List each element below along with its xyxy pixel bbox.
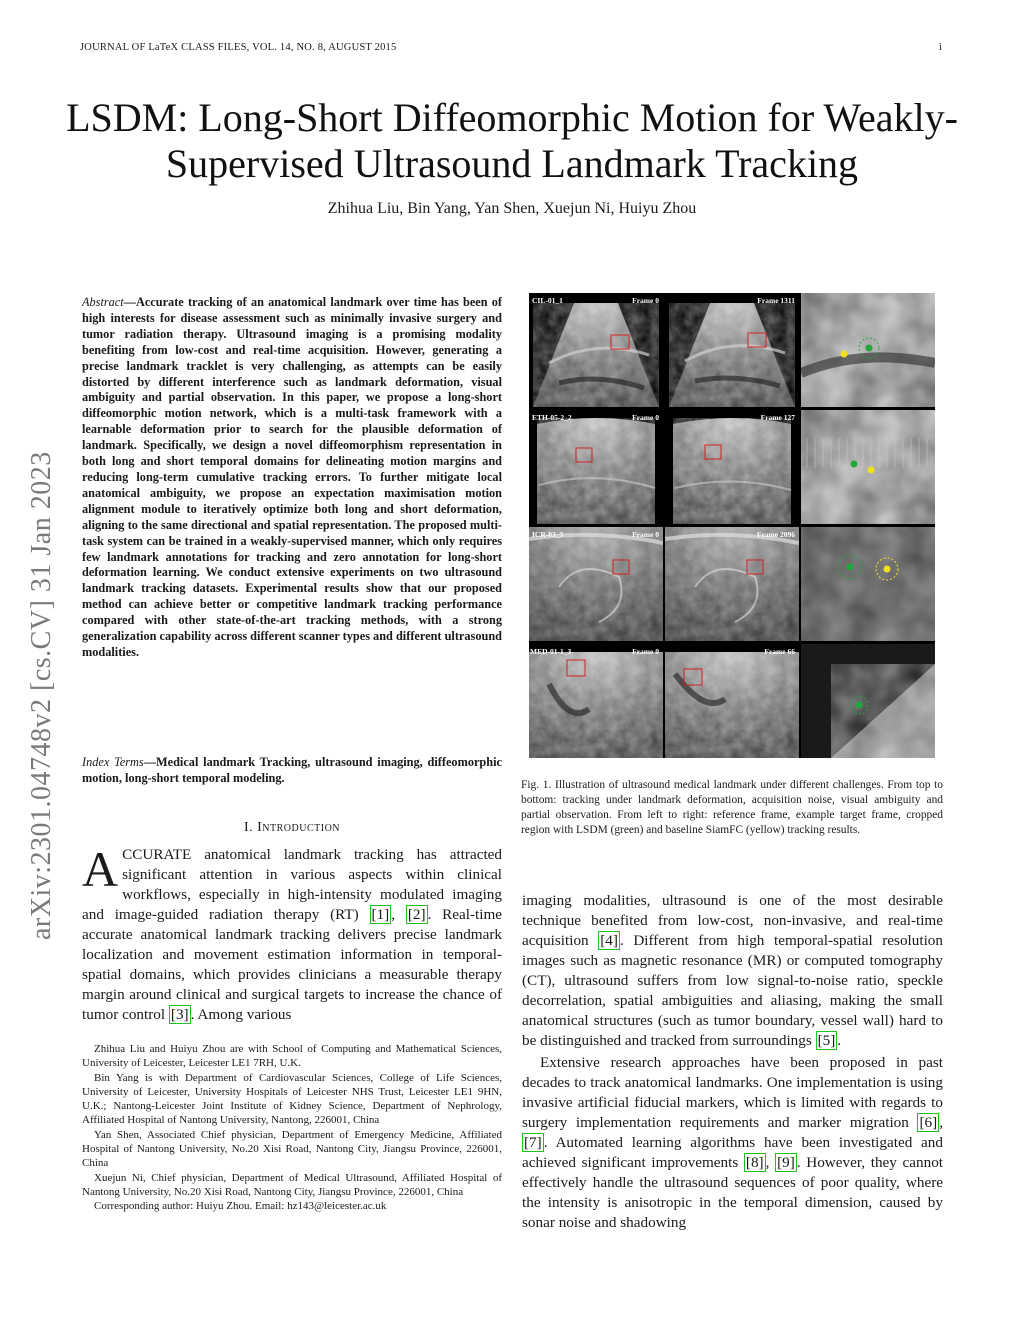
- frame-label: Frame 1311: [757, 296, 795, 305]
- target-frame-panel: [665, 644, 799, 758]
- ultrasound-image: [665, 527, 799, 641]
- drop-cap: A: [82, 841, 119, 897]
- frame-label: Frame 0: [632, 296, 659, 305]
- frame-label: Frame 0: [632, 647, 659, 656]
- reference-frame-panel: [529, 527, 663, 641]
- ultrasound-image: [665, 293, 799, 407]
- figure-ultrasound-grid: [529, 293, 935, 758]
- sequence-label: MED-01-1_3: [530, 647, 572, 656]
- paragraph: [522, 891, 943, 1051]
- cropped-region-panel: [801, 410, 935, 524]
- abstract: [82, 295, 502, 661]
- target-frame-panel: [665, 410, 799, 524]
- figure-caption: Fig. 1. Illustration of ultrasound medical landmark under different challenges. From top to bottom: tracking under landmark deformation, acquisition noise, visual ambiguity and partial observation. From left to right: reference frame, example target frame, cropped region with LSDM (green) and baseline SiamFC (yellow) tracking results.: [521, 779, 943, 836]
- figure-row: [529, 293, 935, 407]
- citation-link[interactable]: [6]: [919, 1114, 938, 1131]
- index-terms-label: Index Terms: [82, 755, 144, 769]
- sequence-label: ETH-05-2_2: [532, 413, 572, 422]
- citation-link[interactable]: [5]: [817, 1032, 836, 1049]
- ultrasound-image: [665, 644, 799, 758]
- arxiv-identifier: arXiv:2301.04748v2 [cs.CV] 31 Jan 2023: [26, 451, 57, 940]
- figure-row: [529, 527, 935, 641]
- index-terms-text: —Medical landmark Tracking, ultrasound imaging, diffeomorphic motion, long-short temporal modeling.: [82, 755, 502, 785]
- siamfc-marker: [884, 566, 891, 573]
- page-number: i: [939, 42, 943, 53]
- cropped-ultrasound: [801, 644, 935, 758]
- body-text: . Automated learning algorithms have been investigated and achieved significant improvements: [522, 1134, 943, 1171]
- footnote: Yan Shen, Associated Chief physician, Department of Emergency Medicine, Affiliated Hospital of Nantong University, No.20 Xisi Road, Nantong City, Jiangsu Province, 226001, China: [82, 1128, 502, 1170]
- index-terms: [82, 755, 502, 787]
- frame-label: Frame 127: [760, 413, 795, 422]
- cropped-ultrasound: [801, 293, 935, 407]
- lsdm-marker: [851, 461, 858, 468]
- ultrasound-image: [529, 410, 663, 524]
- footnote: Xuejun Ni, Chief physician, Department of Medical Ultrasound, Affiliated Hospital of Nantong University, No.20 Xisi Road, Nantong City, Jiangsu Province, 226001, China: [82, 1171, 502, 1198]
- intro-paragraph: [82, 841, 502, 1025]
- citation-separator: ,: [765, 1154, 776, 1171]
- paragraph: [522, 1053, 943, 1233]
- reference-frame-panel: [529, 644, 663, 758]
- siamfc-marker: [841, 351, 848, 358]
- author-list: Zhihua Liu, Bin Yang, Yan Shen, Xuejun Ni, Huiyu Zhou: [327, 200, 697, 217]
- reference-frame-panel: [529, 293, 663, 407]
- frame-label: Frame 0: [632, 530, 659, 539]
- ultrasound-image: [529, 527, 663, 641]
- citation-link[interactable]: [4]: [600, 932, 618, 949]
- reference-frame-panel: [529, 410, 663, 524]
- cropped-region-panel: [801, 293, 935, 407]
- cropped-region-panel: [801, 644, 935, 758]
- citation-link[interactable]: [8]: [745, 1154, 764, 1171]
- affiliation-footnotes: [82, 1042, 502, 1214]
- footnote: Zhihua Liu and Huiyu Zhou are with School of Computing and Mathematical Sciences, University of Leicester, Leicester LE1 7RH, U.K.: [82, 1043, 502, 1070]
- right-column-text: [522, 891, 943, 1233]
- lsdm-marker: [856, 702, 863, 709]
- citation-link[interactable]: [3]: [170, 1006, 189, 1023]
- citation-separator: ,: [391, 906, 406, 923]
- sequence-label: CIL-01_1: [532, 296, 563, 305]
- lsdm-marker: [847, 564, 854, 571]
- running-header: JOURNAL OF LaTeX CLASS FILES, VOL. 14, NO. 8, AUGUST 2015: [80, 42, 397, 53]
- cropped-ultrasound: [801, 527, 935, 641]
- intro-text: CCURATE anatomical landmark tracking has attracted significant attention in various aspects within clinical workflows, especially in high-intensity modulated imaging and image-guided radiation therapy (RT): [82, 846, 502, 923]
- abstract-text: —Accurate tracking of an anatomical landmark over time has been of high interests for disease assessment such as minimally invasive surgery and tumor radiation therapy. Ultrasound imaging is a promising modality benefiting from low-cost and real-time acquisition. However, generating a precise landmark tracklet is very challenging, as attempts can be easily distorted by different interference such as landmark deformation, visual ambiguity and partial observation. In this paper, we propose a long-short diffeomorphic motion network, which is a multi-task framework with a learnable deformation prior to search for the plausible deformation of landmark. Specifically, we design a novel diffeomorphism representation in both long and short temporal domains for delineating motion margins and reducing long-term cumulative tracking errors. To further mitigate local anatomical ambiguity, we propose an expectation maximisation motion alignment module to iteratively optimize both long and short deformation, aligning to the same directional and spatial representation. The proposed multi-task system can be trained in a weakly-supervised manner, which only requires few landmark annotations for tracking and zero annotation for long-short deformation learning. We conduct extensive experiments on two ultrasound landmark tracking datasets. Experimental results show that our proposed method can achieve better or competitive landmark tracking performance compared with other state-of-the-art tracking methods, with a strong generalization capability across different scanner types and different ultrasound modalities.: [82, 295, 502, 659]
- target-frame-panel: [665, 293, 799, 407]
- footnote: Bin Yang is with Department of Cardiovascular Sciences, College of Life Sciences, University of Leicester, University Hospitals of Leicester NHS Trust, Leicester LE1 9HN, U.K.; Nantong-Leicester Joint Institute of Kidney Science, Department of Nephrology, Affiliated Hospital of Nantong University, Nantong, 226001, China: [82, 1071, 502, 1127]
- citation-separator: ,: [939, 1114, 943, 1131]
- cropped-region-panel: [801, 527, 935, 641]
- siamfc-marker: [868, 467, 875, 474]
- body-text: Extensive research approaches have been proposed in past decades to track anatomical landmarks. One implementation is using invasive artificial fiducial markers, which is limited with regards to surgery implementation requirements and marker migration: [522, 1054, 943, 1131]
- cropped-ultrasound: [801, 410, 935, 524]
- section-number: I.: [243, 820, 254, 835]
- target-frame-panel: [665, 527, 799, 641]
- frame-label: Frame 66: [764, 647, 795, 656]
- intro-text: . Real-time accurate anatomical landmark tracking delivers precise landmark localization and movement estimation information in temporal-spatial domains, which provides clinicians a measurable therapy margin around clinical and surgical targets to increase the chance of tumor control: [82, 906, 502, 1023]
- frame-label: Frame 0: [632, 413, 659, 422]
- citation-link[interactable]: [1]: [371, 906, 390, 923]
- ultrasound-image: [529, 293, 663, 407]
- ultrasound-image: [665, 410, 799, 524]
- body-text: .: [837, 1032, 842, 1049]
- section-heading: [82, 820, 502, 836]
- sequence-label: ICR-03_3: [532, 530, 564, 539]
- abstract-label: Abstract: [82, 295, 124, 309]
- frame-label: Frame 2096: [756, 530, 795, 539]
- citation-link[interactable]: [7]: [524, 1134, 542, 1151]
- citation-link[interactable]: [2]: [407, 906, 426, 923]
- section-title: Introduction: [257, 820, 341, 835]
- body-text: imaging modalities, ultrasound is one of the most desirable technique benefited from low-cost, non-invasive, and real-time acquisition: [522, 892, 943, 949]
- footnote: Corresponding author: Huiyu Zhou. Email: hz143@leicester.ac.uk: [94, 1200, 387, 1213]
- paper-title: LSDM: Long-Short Diffeomorphic Motion for Weakly-Supervised Ultrasound Landmark Tracking: [66, 95, 958, 186]
- figure-row: [529, 644, 935, 758]
- ultrasound-image: [529, 644, 663, 758]
- body-text: . Different from high temporal-spatial resolution images such as magnetic resonance (MR) or computed tomography (CT), ultrasound suffers from low signal-to-noise ratio, speckle decorrelation, spatial ambiguities and aliasing, making the small anatomical structures (such as tumor boundary, vessel wall) hard to be distinguished and tracked from surroundings: [522, 932, 943, 1049]
- figure-row: [529, 410, 935, 524]
- body-text: . However, they cannot effectively handle the ultrasound sequences of poor quality, where the intensity is anisotropic in the temporal dimension, caused by sonar noise and shadowing: [522, 1154, 944, 1231]
- lsdm-marker: [866, 345, 873, 352]
- intro-text: . Among various: [190, 1006, 292, 1023]
- citation-link[interactable]: [9]: [777, 1154, 795, 1171]
